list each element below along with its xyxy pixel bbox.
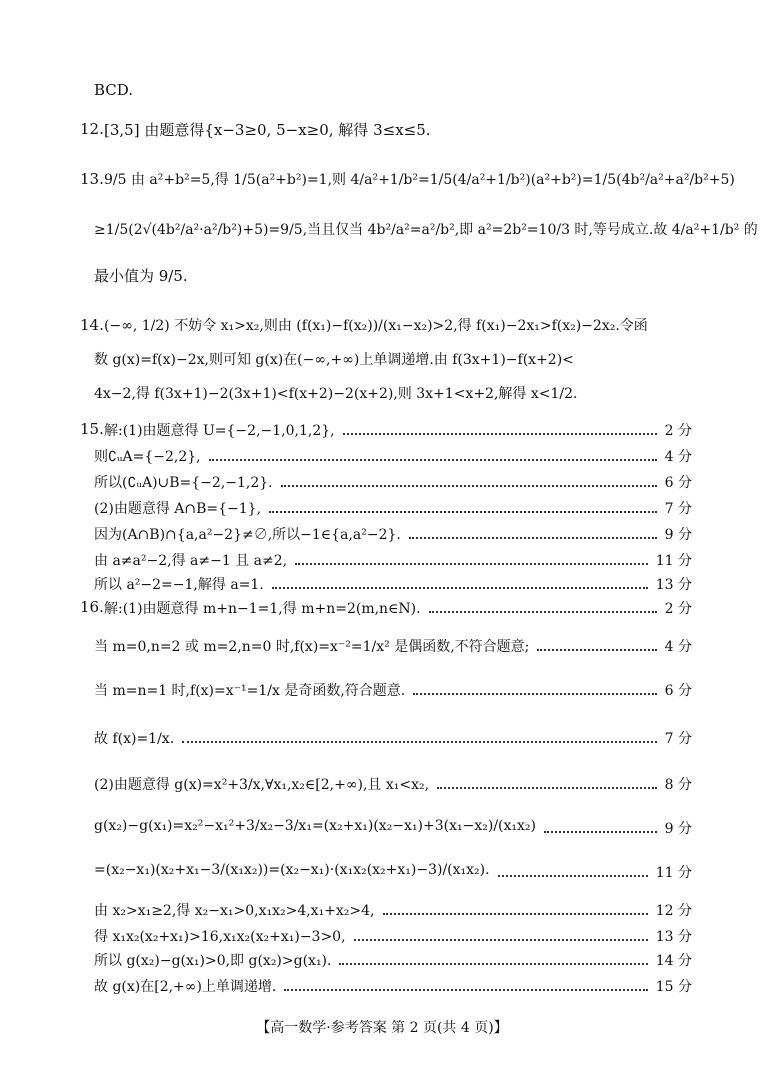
question-number: 13. (80, 170, 104, 188)
dot-leader (339, 961, 647, 965)
answer-13-line2: ≥1/5(2√(4b²/a²·a²/b²)+5)=9/5,当且仅当 4b²/a²=a²/b²,即 a²=2b²=10/3 时,等号成立.故 4/a²+1/b² 的 (94, 222, 758, 238)
answer-12-text: [3,5] 由题意得{x−3≥0, 5−x≥0, 解得 3≤x≤5. (104, 121, 431, 139)
answer-14-line3: 4x−2,得 f(3x+1)−2(3x+1)<f(x+2)−2(x+2),则 3x+1<x+2,解得 x<1/2. (94, 386, 578, 402)
answer-step-text: 故 g(x)在[2,+∞)上单调递增. (94, 979, 277, 995)
dot-leader (537, 647, 656, 651)
dot-leader (437, 785, 657, 789)
dot-leader (272, 585, 648, 589)
score-label: 15 分 (655, 979, 692, 995)
dot-leader (269, 509, 657, 513)
dot-leader (343, 431, 657, 435)
score-label: 7 分 (664, 731, 692, 747)
answer-step-text: 由 a≠a²−2,得 a≠−1 且 a≠2, (94, 553, 288, 569)
answer-14-line2: 数 g(x)=f(x)−2x,则可知 g(x)在(−∞,+∞)上单调递增.由 f(3x+1)−f(x+2)< (94, 352, 574, 368)
score-label: 4 分 (664, 449, 692, 465)
score-label: 8 分 (664, 777, 692, 793)
answer-step-text: 由 x₂>x₁≥2,得 x₂−x₁>0,x₁x₂>4,x₁+x₂>4, (94, 903, 375, 919)
dot-leader (429, 609, 657, 613)
score-label: 9 分 (664, 527, 692, 543)
dot-leader (209, 457, 657, 461)
score-label: 13 分 (655, 929, 692, 945)
answer-step-text: 解:(1)由题意得 m+n−1=1,得 m+n=2(m,n∈N). (104, 601, 421, 617)
score-label: 2 分 (664, 423, 692, 439)
answer-step-text: 所以 g(x₂)−g(x₁)>0,即 g(x₂)>g(x₁). (94, 953, 332, 969)
dot-leader (281, 483, 657, 487)
page-footer: 【高一数学·参考答案 第 2 页(共 4 页)】 (256, 1020, 508, 1036)
dot-leader (413, 691, 656, 695)
dot-leader (182, 739, 656, 743)
question-number: 16. (80, 598, 104, 616)
dot-leader (498, 873, 648, 877)
answer-step-text: 当 m=n=1 时,f(x)=x⁻¹=1/x 是奇函数,符合题意. (94, 683, 406, 699)
dot-leader (544, 829, 657, 833)
score-label: 11 分 (655, 553, 692, 569)
answer-14-line1: (−∞, 1/2) 不妨令 x₁>x₂,则由 (f(x₁)−f(x₂))/(x₁−x₂)>2,得 f(x₁)−2x₁>f(x₂)−2x₂.令函 (104, 318, 648, 334)
answer-13-line1: 9/5 由 a²+b²=5,得 1/5(a²+b²)=1,则 4/a²+1/b²=1/5(4/a²+1/b²)(a²+b²)=1/5(4b²/a²+a²/b²+5) (104, 172, 735, 188)
score-label: 2 分 (664, 601, 692, 617)
answer-step-text: 得 x₁x₂(x₂+x₁)>16,x₁x₂(x₂+x₁)−3>0, (94, 929, 346, 945)
dot-leader (383, 911, 648, 915)
score-label: 12 分 (655, 903, 692, 919)
score-label: 11 分 (655, 865, 692, 881)
score-label: 6 分 (664, 683, 692, 699)
score-label: 4 分 (664, 639, 692, 655)
score-label: 6 分 (664, 475, 692, 491)
dot-leader (284, 987, 647, 991)
answer-step-text: 故 f(x)=1/x. (94, 731, 175, 747)
answer-step-text: 当 m=0,n=2 或 m=2,n=0 时,f(x)=x⁻²=1/x² 是偶函数,不符合题意; (94, 639, 530, 655)
score-label: 13 分 (655, 577, 692, 593)
answer-step-text: 所以 a²−2=−1,解得 a=1. (94, 577, 264, 593)
score-label: 14 分 (655, 953, 692, 969)
answer-step-text: 所以(∁ᵤA)∪B={−2,−1,2}. (94, 475, 273, 491)
score-label: 7 分 (664, 501, 692, 517)
answer-step-text: 解:(1)由题意得 U={−2,−1,0,1,2}, (104, 423, 335, 439)
question-number: 12. (80, 120, 104, 138)
question-number: 15. (80, 420, 104, 438)
answer-13-line3: 最小值为 9/5. (94, 267, 188, 285)
answer-step-text: (2)由题意得 A∩B={−1}, (94, 501, 262, 517)
dot-leader (295, 561, 648, 565)
score-label: 9 分 (664, 821, 692, 837)
answer-step-text: 因为(A∩B)∩{a,a²−2}≠∅,所以−1∈{a,a²−2}. (94, 527, 401, 543)
answer-step-text: =(x₂−x₁)(x₂+x₁−3/(x₁x₂))=(x₂−x₁)·(x₁x₂(x₂+x₁)−3)/(x₁x₂). (94, 862, 490, 878)
dot-leader (409, 535, 657, 539)
answer-step-text: g(x₂)−g(x₁)=x₂²−x₁²+3/x₂−3/x₁=(x₂+x₁)(x₂−x₁)+3(x₁−x₂)/(x₁x₂) (94, 818, 536, 834)
answer-step-text: 则∁ᵤA={−2,2}, (94, 449, 201, 465)
answer-11-tail: BCD. (94, 81, 134, 99)
dot-leader (354, 937, 648, 941)
answer-step-text: (2)由题意得 g(x)=x²+3/x,∀x₁,x₂∈[2,+∞),且 x₁<x₂, (94, 777, 430, 793)
question-number: 14. (80, 316, 104, 334)
